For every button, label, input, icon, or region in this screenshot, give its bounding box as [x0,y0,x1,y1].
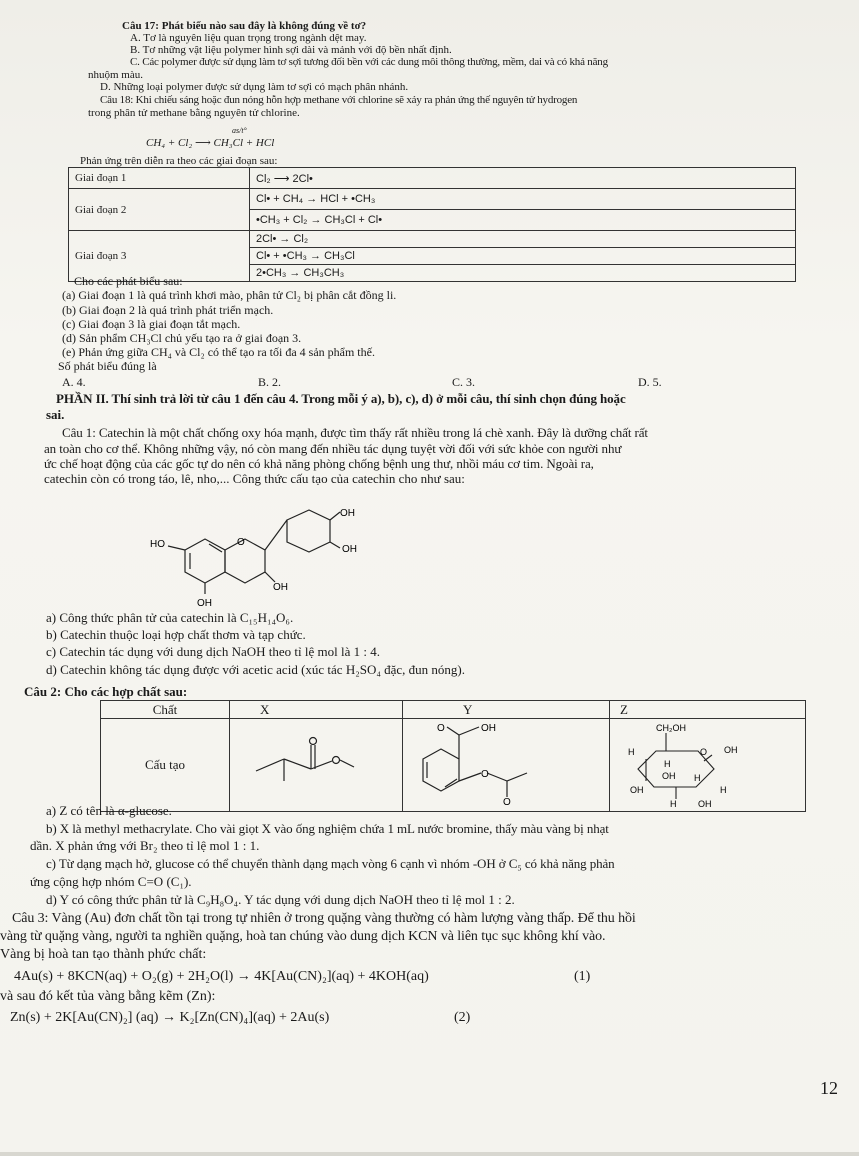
c1-paragraph-2: an toàn cho cơ thể. Không những vậy, nó còn mang đến nhiều tác dụng tuyệt vời đối với sức khỏe con người như [44,441,622,456]
c3-paragraph-4: và sau đó kết tủa vàng bằng kẽm (Zn): [0,989,216,1004]
structure-z [616,719,756,807]
part2-heading: PHẦN II. Thí sinh trả lời từ câu 1 đến câu 4. Trong mỗi ý a), b), c), d) ở mỗi câu, thí sinh chọn đúng hoặc [56,391,626,406]
q18-answer-b: B. 2. [258,375,282,389]
c2-statement-d: d) Y có công thức phân tử là C₉H₈O₄. Y tác dụng với dung dịch NaOH theo tỉ lệ mol 1 : 2. [46,892,515,907]
c3-equation-1: 4Au(s) + 8KCN(aq) + O₂(g) + 2H₂O(l) → 4K[Au(CN)₂](aq) + 4KOH(aq) [14,969,429,984]
catechin-ho-label: HO [150,539,165,550]
stage-3-name: Giai đoạn 3 [69,231,250,282]
header-chat: Chất [101,701,230,719]
q18-condition: as/t° [232,126,247,135]
stage-2-name: Giai đoạn 2 [69,189,250,231]
structure-y-cell [403,719,610,812]
structure-x-cell [230,719,403,812]
table-row [69,168,796,189]
q18-intro: Phản ứng trên diễn ra theo các giai đoạn sau: [80,155,278,167]
q18-statement-d: (d) Sản phẩm CH₃Cl chủ yếu tạo ra ở giai đoạn 3. [62,331,302,345]
q18-statement-e: (e) Phản ứng giữa CH₄ và Cl₂ có thể tạo ra tối đa 4 sản phẩm thế. [62,345,375,359]
stage-3-eq-2: Cl• + •CH₃ → CH₃Cl [250,248,796,265]
q17-option-b: B. Tơ những vật liệu polymer hình sợi dài và mảnh với độ bền nhất định. [130,44,452,56]
header-y: Y [403,701,610,719]
table-row [101,719,806,812]
stage-3-eq-3: 2•CH₃ → CH₃CH₃ [250,265,796,282]
c3-paragraph-3: Vàng bị hoà tan tạo thành phức chất: [0,947,207,962]
structure-y [409,719,559,807]
c1-statement-d: d) Catechin không tác dụng được với acetic acid (xúc tác H₂SO₄ đặc, đun nóng). [46,662,466,677]
catechin-ring-oxygen: O [237,537,245,548]
q17-option-c-cont: nhuộm màu. [88,69,143,81]
z-ring-o: O [700,747,708,757]
z-oh-anomeric: OH [724,745,738,755]
z-oh-inner: OH [662,771,676,781]
q18-line1: Câu 18: Khi chiếu sáng hoặc đun nóng hỗn hợp methane với chlorine sẽ xảy ra phản ứng thế nguyên tử hydrogen [100,94,578,106]
c2-statement-b: b) X là methyl methacrylate. Cho vài giọt X vào ống nghiệm chứa 1 mL nước bromine, thấy màu vàng bị nhạt [46,821,609,836]
structure-x [236,723,366,803]
compound-table [100,700,806,812]
stage-1-name: Giai đoạn 1 [69,168,250,189]
c1-statement-a: a) Công thức phân tử của catechin là C₁₅H₁₄O₆. [46,610,294,625]
c2-statement-b-cont: dần. X phản ứng với Br₂ theo tỉ lệ mol 1 : 1. [30,838,260,853]
catechin-structure [140,500,380,610]
z-h-inner-right: H [694,773,701,783]
q18-line2: trong phân tử methane bằng nguyên tử chlorine. [88,107,300,119]
q18-statements-intro: Cho các phát biểu sau: [74,274,183,288]
q18-statement-a: (a) Giai đoạn 1 là quá trình khơi mào, phân tử Cl₂ bị phân cắt đồng li. [62,288,397,302]
c3-equation-2: Zn(s) + 2K[Au(CN)₂] (aq) → K₂[Zn(CN)₄](aq) + 2Au(s) [10,1010,330,1025]
c2-statement-c: c) Từ dạng mạch hở, glucose có thể chuyển thành dạng mạch vòng 6 cạnh vì nhóm -OH ở C₅ có khả năng phản [46,856,615,871]
y-ester-carbonyl-o: O [503,797,511,807]
z-oh-left: OH [630,785,644,795]
c1-paragraph-4: catechin còn có trong táo, lê, nho,... Công thức cấu tạo của catechin cho như sau: [44,471,465,486]
q18-count-prompt: Số phát biểu đúng là [58,359,157,373]
q18-answer-c: C. 3. [452,375,476,389]
y-ester-o: O [481,769,489,780]
c3-equation-2-number: (2) [454,1010,471,1025]
table-row [101,701,806,719]
q17-title: Câu 17: Phát biểu nào sau đây là không đúng về tơ? [122,20,367,32]
c1-paragraph-1: Câu 1: Catechin là một chất chống oxy hóa mạnh, được tìm thấy rất nhiều trong lá chè xanh. Đây là dưỡng chất rất [62,425,648,440]
page-number: 12 [820,1078,838,1098]
stage-2-eq-2: •CH₃ + Cl₂ → CH₃Cl + Cl• [250,210,796,231]
c1-paragraph-3: ức chế hoạt động của các gốc tự do nên có khả năng phòng chống bệnh ung thư, nhồi máu cơ tim. Ngoài ra, [44,456,594,471]
c2-statement-c-cont: ứng cộng hợp nhóm C=O (C₁). [30,874,192,889]
row-label-cau-tao: Cấu tạo [101,719,230,812]
catechin-oh-bottom: OH [197,598,212,609]
stage-3-eq-1: 2Cl• → Cl₂ [250,231,796,248]
stage-2-eq-1: Cl• + CH₄ → HCl + •CH₃ [250,189,796,210]
q18-statement-c: (c) Giai đoạn 3 là giai đoạn tắt mạch. [62,317,241,331]
c2-title: Câu 2: Cho các hợp chất sau: [24,684,188,699]
z-h-right: H [720,785,727,795]
page-bottom-edge [0,1152,859,1156]
c1-statement-c: c) Catechin tác dụng với dung dịch NaOH theo tỉ lệ mol là 1 : 4. [46,644,380,659]
table-row [69,231,796,248]
c2-statement-a: a) Z có tên là α-glucose. [46,803,172,818]
q17-option-c: C. Các polymer được sử dụng làm tơ sợi tương đối bền với các dung môi thông thường, mềm, dai và có khả năng [130,56,608,68]
z-oh-bottom: OH [698,799,712,807]
header-x: X [230,701,403,719]
catechin-oh-right: OH [342,544,357,555]
stage-table [68,167,796,282]
q18-answer-a: A. 4. [62,375,86,389]
part2-heading-cont: sai. [46,407,65,422]
header-z: Z [610,701,806,719]
q18-equation: CH₄ + Cl₂ ⟶ CH₃Cl + HCl [146,137,275,149]
catechin-oh-ring: OH [273,582,288,593]
c3-paragraph-2: vàng từ quặng vàng, người ta nghiền quặng, hoà tan chúng vào dung dịch KCN và liên tục sục không khí vào. [0,929,606,944]
z-h-left: H [628,747,635,757]
z-h-inner: H [664,759,671,769]
c3-equation-1-number: (1) [574,969,591,984]
catechin-oh-top: OH [340,508,355,519]
table-row [69,189,796,210]
c3-paragraph-1: Câu 3: Vàng (Au) đơn chất tồn tại trong tự nhiên ở trong quặng vàng thường có hàm lượng vàng thấp. Để thu hồi [12,911,636,926]
q18-answer-d: D. 5. [638,375,662,389]
structure-z-cell [610,719,806,812]
z-h-bottom: H [670,799,677,807]
q17-option-d: D. Những loại polymer được sử dụng làm tơ sợi có mạch phân nhánh. [100,81,409,93]
q18-statement-b: (b) Giai đoạn 2 là quá trình phát triển mạch. [62,303,274,317]
stage-1-eq: Cl₂ ⟶ 2Cl• [250,168,796,189]
y-carbonyl-o: O [437,723,445,734]
z-ch2oh: CH₂OH [656,723,686,733]
y-oh: OH [481,723,496,734]
c1-statement-b: b) Catechin thuộc loại hợp chất thơm và tạp chức. [46,627,306,642]
q17-option-a: A. Tơ là nguyên liệu quan trọng trong ngành dệt may. [130,32,367,44]
